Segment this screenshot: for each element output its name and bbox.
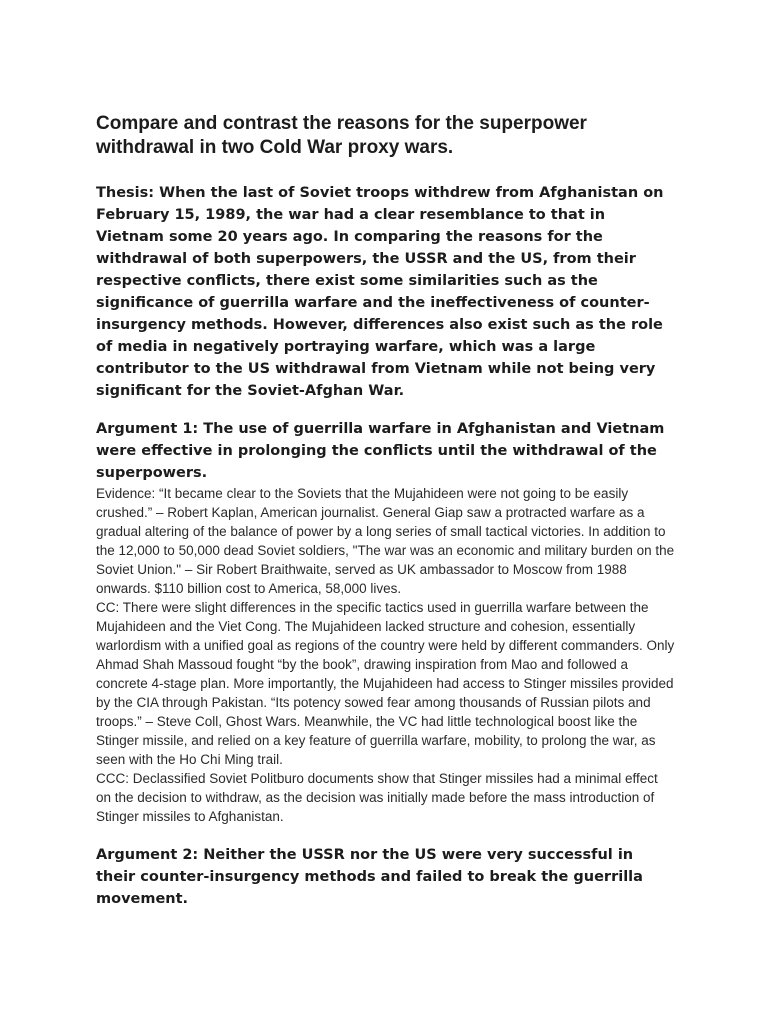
document-title: Compare and contrast the reasons for the superpower withdrawal in two Cold War proxy wars. [96,113,587,158]
argument-1-evidence: Evidence: “It became clear to the Soviets that the Mujahideen were not going to be easily crushed.” – Robert Kaplan, American journalist. General Giap saw a protracted warfare as a gradual altering of the balance of power by a long series of small tactical victories. In addition to the 12,000 to 50,000 dead Soviet soldiers, "The war was an economic and military burden on the Soviet Union." – Sir Robert Braithwaite, served as UK ambassador to Moscow from 1988 onwards. $110 billion cost to America, 58,000 lives. [96,486,675,596]
thesis-paragraph: Thesis: When the last of Soviet troops withdrew from Afghanistan on February 15, 1989, the war had a clear resemblance to that in Vietnam some 20 years ago. In comparing the reasons for the withdrawal of both superpowers, the USSR and the US, from their respective conflicts, there exist some similarities such as the significance of guerrilla warfare and the ineffectiveness of counter-insurgency methods. However, differences also exist such as the role of media in negatively portraying warfare, which was a large contributor to the US withdrawal from Vietnam while not being very significant for the Soviet-Afghan War. [96,185,664,399]
argument-1-counterclaim: CC: There were slight differences in the specific tactics used in guerrilla warfare between the Mujahideen and the Viet Cong. The Mujahideen lacked structure and cohesion, essentially warlordism with a unified goal as regions of the country were held by different commanders. Only Ahmad Shah Massoud fought “by the book”, drawing inspiration from Mao and followed a concrete 4-stage plan. More importantly, the Mujahideen had access to Stinger missiles provided by the CIA through Pakistan. “Its potency sowed fear among thousands of Russian pilots and troops.” – Steve Coll, Ghost Wars. Meanwhile, the VC had little technological boost like the Stinger missile, and relied on a key feature of guerrilla warfare, mobility, to prolong the war, as seen with the Ho Chi Ming trail. [96,600,675,767]
argument-1-heading: Argument 1: The use of guerrilla warfare in Afghanistan and Vietnam were effective in prolonging the conflicts until the withdrawal of the superpowers. [96,421,665,481]
argument-2-heading: Argument 2: Neither the USSR nor the US were very successful in their counter-insurgency methods and failed to break the guerrilla movement. [96,847,643,907]
document-page [96,112,676,910]
argument-1-counter-counterclaim: CCC: Declassified Soviet Politburo documents show that Stinger missiles had a minimal effect on the decision to withdraw, as the decision was initially made before the mass introduction of Stinger missiles to Afghanistan. [96,771,658,824]
